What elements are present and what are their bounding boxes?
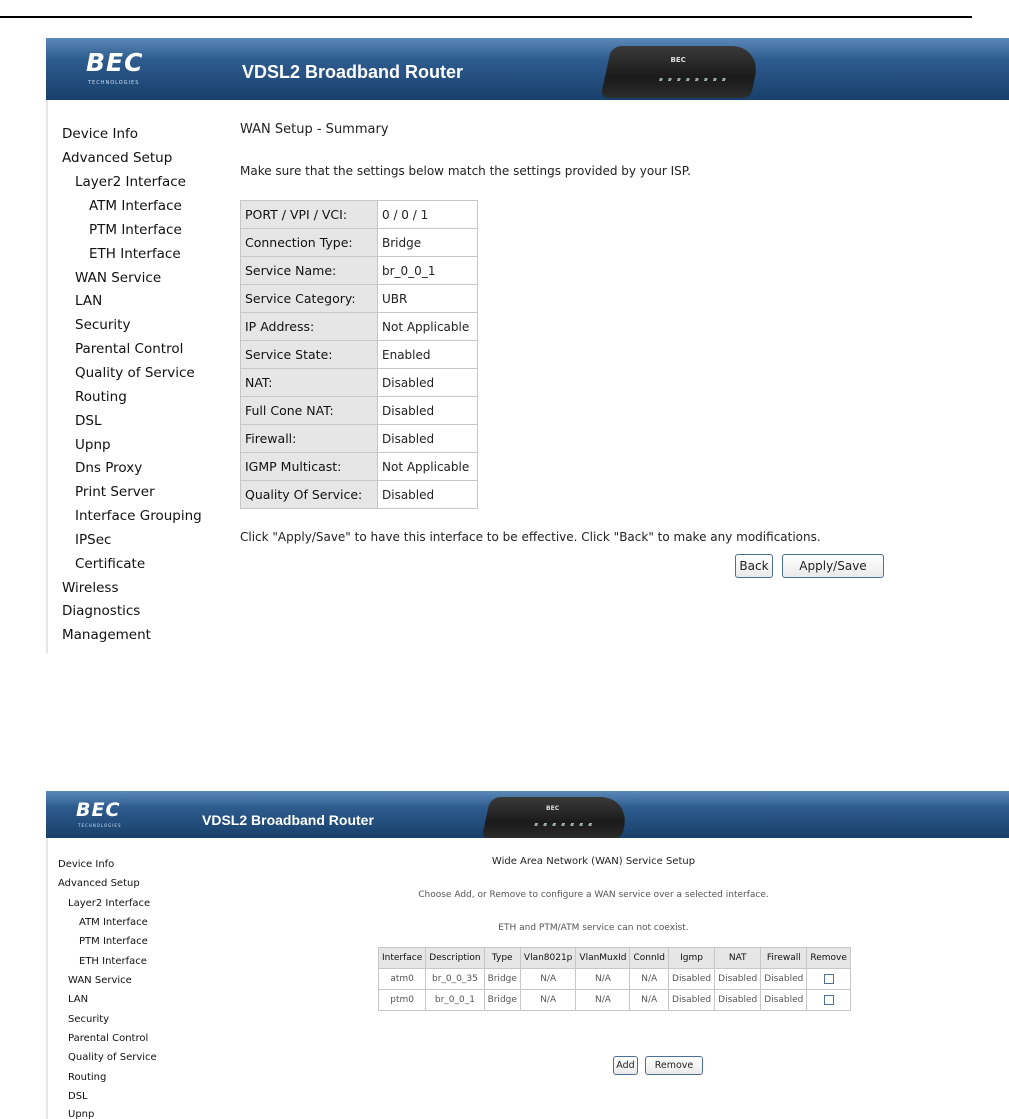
sidebar-item-wan-service[interactable]: WAN Service	[68, 975, 132, 986]
table-cell: N/A	[576, 990, 630, 1011]
sidebar-item-advanced-setup[interactable]: Advanced Setup	[62, 150, 173, 166]
bec-logo: BEC	[76, 799, 121, 821]
table-header-row	[379, 948, 851, 969]
sidebar-nav	[46, 100, 212, 653]
sidebar-item-upnp[interactable]: Upnp	[75, 437, 111, 453]
sidebar-item-print-server[interactable]: Print Server	[75, 484, 155, 500]
sidebar-item-security[interactable]: Security	[75, 317, 131, 333]
wan-service-table	[378, 947, 851, 1011]
summary-value: Not Applicable	[378, 313, 478, 341]
main-content	[212, 100, 1009, 653]
sidebar-item-advanced-setup[interactable]: Advanced Setup	[58, 878, 140, 889]
table-cell: Disabled	[761, 969, 807, 990]
table-cell: Disabled	[669, 969, 715, 990]
sidebar-item-quality-of-service[interactable]: Quality of Service	[75, 365, 195, 381]
table-row	[241, 257, 478, 285]
summary-label: Firewall:	[241, 425, 378, 453]
table-cell: Disabled	[715, 969, 761, 990]
table-row	[241, 397, 478, 425]
configure-instruction: Choose Add, or Remove to configure a WAN service over a selected interface.	[418, 890, 769, 900]
header-banner	[46, 38, 1009, 100]
sidebar-item-routing[interactable]: Routing	[75, 389, 127, 405]
table-cell: Disabled	[761, 990, 807, 1011]
sidebar-item-atm-interface[interactable]: ATM Interface	[89, 198, 182, 214]
remove-cell	[807, 969, 851, 990]
table-row	[241, 369, 478, 397]
sidebar-item-dsl[interactable]: DSL	[75, 413, 102, 429]
sidebar-item-certificate[interactable]: Certificate	[75, 556, 146, 572]
column-header: Igmp	[669, 948, 715, 969]
sidebar-item-eth-interface[interactable]: ETH Interface	[79, 956, 147, 967]
header-banner	[46, 791, 1009, 838]
remove-cell	[807, 990, 851, 1011]
remove-checkbox[interactable]	[824, 974, 834, 984]
wan-service-setup-screenshot	[46, 791, 1009, 1119]
router-image	[600, 46, 761, 98]
product-title: VDSL2 Broadband Router	[242, 62, 464, 82]
column-header: Type	[484, 948, 520, 969]
sidebar-item-management[interactable]: Management	[62, 627, 151, 643]
summary-value: br_0_0_1	[378, 257, 478, 285]
table-cell: N/A	[520, 969, 576, 990]
product-title: VDSL2 Broadband Router	[202, 812, 374, 828]
sidebar-item-layer2-interface[interactable]: Layer2 Interface	[68, 898, 151, 909]
add-button[interactable]: Add	[613, 1056, 638, 1075]
sidebar-item-device-info[interactable]: Device Info	[58, 859, 115, 870]
wan-summary-table	[240, 200, 478, 509]
page-title: Wide Area Network (WAN) Service Setup	[491, 856, 696, 867]
sidebar-item-eth-interface[interactable]: ETH Interface	[89, 246, 181, 262]
apply-save-button[interactable]: Apply/Save	[782, 554, 884, 578]
summary-label: PORT / VPI / VCI:	[241, 201, 378, 229]
sidebar-item-ptm-interface[interactable]: PTM Interface	[89, 222, 182, 238]
router-brand-label: BEC	[546, 805, 560, 812]
summary-label: Full Cone NAT:	[241, 397, 378, 425]
summary-value: Disabled	[378, 397, 478, 425]
column-header: Remove	[807, 948, 851, 969]
table-row	[241, 481, 478, 509]
table-row	[241, 229, 478, 257]
sidebar-item-wan-service[interactable]: WAN Service	[75, 270, 162, 286]
table-row	[241, 453, 478, 481]
isp-settings-message: Make sure that the settings below match the settings provided by your ISP.	[240, 164, 691, 178]
table-row	[379, 969, 851, 990]
sidebar-item-parental-control[interactable]: Parental Control	[75, 341, 184, 357]
sidebar-item-layer2-interface[interactable]: Layer2 Interface	[75, 174, 186, 190]
bec-logo-subtitle: TECHNOLOGIES	[78, 823, 122, 828]
table-row	[241, 425, 478, 453]
table-row	[241, 313, 478, 341]
summary-value: 0 / 0 / 1	[378, 201, 478, 229]
table-row	[241, 341, 478, 369]
sidebar-item-ipsec[interactable]: IPSec	[75, 532, 112, 548]
sidebar-item-dsl[interactable]: DSL	[68, 1091, 88, 1102]
summary-label: Connection Type:	[241, 229, 378, 257]
sidebar-item-quality-of-service[interactable]: Quality of Service	[68, 1052, 157, 1063]
table-row	[379, 990, 851, 1011]
column-header: ConnId	[630, 948, 669, 969]
router-lights	[659, 78, 730, 81]
table-cell: N/A	[520, 990, 576, 1011]
main-content	[178, 838, 1009, 1119]
summary-value: Not Applicable	[378, 453, 478, 481]
sidebar-item-lan[interactable]: LAN	[68, 994, 89, 1005]
table-cell: Disabled	[715, 990, 761, 1011]
table-cell: Bridge	[484, 990, 520, 1011]
sidebar-item-security[interactable]: Security	[68, 1014, 110, 1025]
sidebar-item-interface-grouping[interactable]: Interface Grouping	[75, 508, 202, 524]
summary-label: Service State:	[241, 341, 378, 369]
router-lights	[534, 823, 597, 826]
summary-value: Disabled	[378, 481, 478, 509]
column-header: Description	[426, 948, 484, 969]
sidebar-item-ptm-interface[interactable]: PTM Interface	[79, 936, 148, 947]
summary-label: IGMP Multicast:	[241, 453, 378, 481]
table-cell: N/A	[576, 969, 630, 990]
coexist-notice: ETH and PTM/ATM service can not coexist.	[498, 923, 689, 933]
summary-value: UBR	[378, 285, 478, 313]
bec-logo-subtitle: TECHNOLOGIES	[88, 80, 140, 86]
sidebar-item-parental-control[interactable]: Parental Control	[68, 1033, 149, 1044]
page-top-rule	[0, 16, 972, 18]
summary-label: IP Address:	[241, 313, 378, 341]
apply-instruction: Click "Apply/Save" to have this interface to be effective. Click "Back" to make any modifications.	[240, 530, 821, 544]
summary-value: Enabled	[378, 341, 478, 369]
column-header: VlanMuxId	[576, 948, 630, 969]
remove-checkbox[interactable]	[824, 995, 834, 1005]
summary-label: Service Name:	[241, 257, 378, 285]
summary-value: Disabled	[378, 369, 478, 397]
table-cell: Bridge	[484, 969, 520, 990]
summary-value: Disabled	[378, 425, 478, 453]
table-cell: atm0	[379, 969, 426, 990]
table-cell: br_0_0_35	[426, 969, 484, 990]
table-cell: N/A	[630, 969, 669, 990]
sidebar-item-dns-proxy[interactable]: Dns Proxy	[75, 460, 143, 476]
summary-label: Service Category:	[241, 285, 378, 313]
sidebar-item-routing[interactable]: Routing	[68, 1072, 107, 1083]
column-header: Firewall	[761, 948, 807, 969]
table-cell: ptm0	[379, 990, 426, 1011]
table-cell: br_0_0_1	[426, 990, 484, 1011]
sidebar-item-lan[interactable]: LAN	[75, 293, 103, 309]
sidebar-item-wireless[interactable]: Wireless	[62, 580, 119, 596]
router-image	[482, 797, 631, 838]
remove-button[interactable]: Remove	[645, 1056, 703, 1075]
sidebar-item-upnp[interactable]: Upnp	[68, 1109, 95, 1119]
column-header: Interface	[379, 948, 426, 969]
sidebar-item-diagnostics[interactable]: Diagnostics	[62, 603, 141, 619]
summary-label: Quality Of Service:	[241, 481, 378, 509]
page-title: WAN Setup - Summary	[240, 122, 389, 137]
table-row	[241, 201, 478, 229]
column-header: Vlan8021p	[520, 948, 576, 969]
summary-label: NAT:	[241, 369, 378, 397]
sidebar-item-device-info[interactable]: Device Info	[62, 126, 139, 142]
router-brand-label: BEC	[670, 56, 686, 64]
table-row	[241, 285, 478, 313]
back-button[interactable]: Back	[735, 554, 773, 578]
table-cell: N/A	[630, 990, 669, 1011]
sidebar-nav	[46, 838, 178, 1119]
bec-logo: BEC	[86, 48, 144, 77]
sidebar-item-atm-interface[interactable]: ATM Interface	[79, 917, 148, 928]
column-header: NAT	[715, 948, 761, 969]
wan-summary-screenshot	[46, 38, 1009, 653]
summary-value: Bridge	[378, 229, 478, 257]
table-cell: Disabled	[669, 990, 715, 1011]
